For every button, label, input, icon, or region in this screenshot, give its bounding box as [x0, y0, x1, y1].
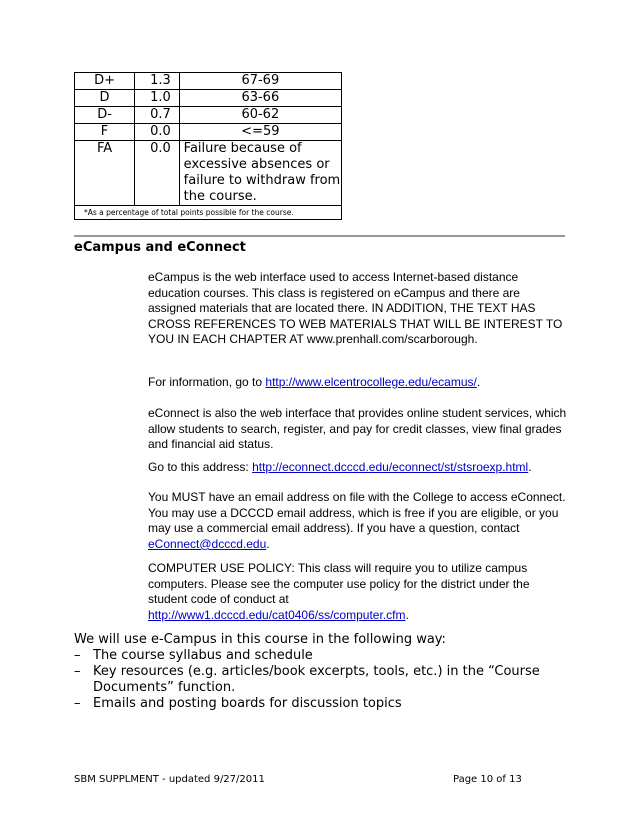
list-item-text: The course syllabus and schedule: [93, 648, 313, 663]
table-row: [75, 124, 342, 141]
table-row: [75, 73, 342, 90]
points-cell: 0.7: [135, 107, 180, 124]
computer-policy-paragraph: [148, 561, 568, 623]
ecampus-link[interactable]: http://www.elcentrocollege.edu/ecamus/: [265, 375, 477, 389]
points-cell: 1.0: [135, 90, 180, 107]
usage-intro: We will use e-Campus in this course in the following way:: [74, 632, 446, 647]
dash-bullet: –: [74, 664, 81, 679]
email-text: You MUST have an email address on file with the College to access eConnect. You may use a DCCCD email address, which is free if you are eligible, or you may use a commercial email address). If you have a question, contact: [148, 490, 566, 536]
range-cell: 60-62: [179, 107, 341, 124]
points-cell: 0.0: [135, 124, 180, 141]
section-divider: [74, 235, 565, 237]
email-suffix: .: [266, 536, 270, 551]
table-footnote-row: [75, 206, 342, 220]
address-suffix: .: [528, 460, 532, 474]
table-row: [75, 141, 342, 206]
list-item-text: Emails and posting boards for discussion topics: [93, 696, 402, 711]
grade-cell: F: [75, 124, 135, 141]
range-cell: Failure because of excessive absences or failure to withdraw from the course.: [179, 141, 341, 206]
list-item: [74, 664, 574, 696]
econnect-email-link[interactable]: eConnect@dcccd.edu: [148, 536, 267, 551]
econnect-address-paragraph: [148, 460, 568, 476]
grade-cell: D-: [75, 107, 135, 124]
grade-table: [74, 72, 342, 220]
dash-bullet: –: [74, 696, 81, 711]
econnect-paragraph: eConnect is also the web interface that provides online student services, which allow students to search, register, and pay for credit classes, view final grades and financial aid status.: [148, 406, 567, 452]
ecampus-paragraph: eCampus is the web interface used to access Internet-based distance education courses. This class is registered on eCampus and there are assigned materials that are located there. IN ADDITION, THE TEXT HAS CROSS REFERENCES TO WEB MATERIALS THAT WILL BE INTEREST TO YOU IN EACH CHAPTER AT www.prenhall.com/scarborough.: [148, 270, 563, 347]
points-cell: 0.0: [135, 141, 180, 206]
list-item: [74, 648, 574, 664]
address-text: Go to this address:: [148, 460, 253, 474]
range-cell: 67-69: [179, 73, 341, 90]
computer-policy-link[interactable]: http://www1.dcccd.edu/cat0406/ss/computer.cfm: [148, 607, 406, 622]
policy-suffix: .: [405, 607, 409, 622]
info-suffix: .: [476, 375, 481, 389]
list-item: [74, 696, 574, 712]
points-cell: 1.3: [135, 73, 180, 90]
grade-cell: FA: [75, 141, 135, 206]
footer-title: SBM SUPPLMENT - updated 9/27/2011: [74, 774, 265, 785]
grade-cell: D+: [75, 73, 135, 90]
usage-list: [74, 648, 574, 712]
dash-bullet: –: [74, 648, 81, 663]
table-row: [75, 107, 342, 124]
page-number: Page 10 of 13: [453, 774, 522, 785]
econnect-link[interactable]: http://econnect.dcccd.edu/econnect/st/stsroexp.html: [252, 460, 529, 474]
range-cell: 63-66: [179, 90, 341, 107]
table-row: [75, 90, 342, 107]
section-heading: eCampus and eConnect: [74, 240, 246, 255]
table-footnote: *As a percentage of total points possible for the course.: [75, 206, 342, 220]
list-item-text: Key resources (e.g. articles/book excerpts, tools, etc.) in the “Course Documents” function.: [93, 664, 540, 695]
info-text: For information, go to: [148, 375, 266, 389]
policy-text: COMPUTER USE POLICY: This class will require you to utilize campus computers. Please see the computer use policy for the district under the student code of conduct at: [148, 561, 530, 607]
grade-cell: D: [75, 90, 135, 107]
email-paragraph: [148, 490, 568, 552]
range-cell: <=59: [179, 124, 341, 141]
ecampus-info-paragraph: [148, 375, 568, 391]
